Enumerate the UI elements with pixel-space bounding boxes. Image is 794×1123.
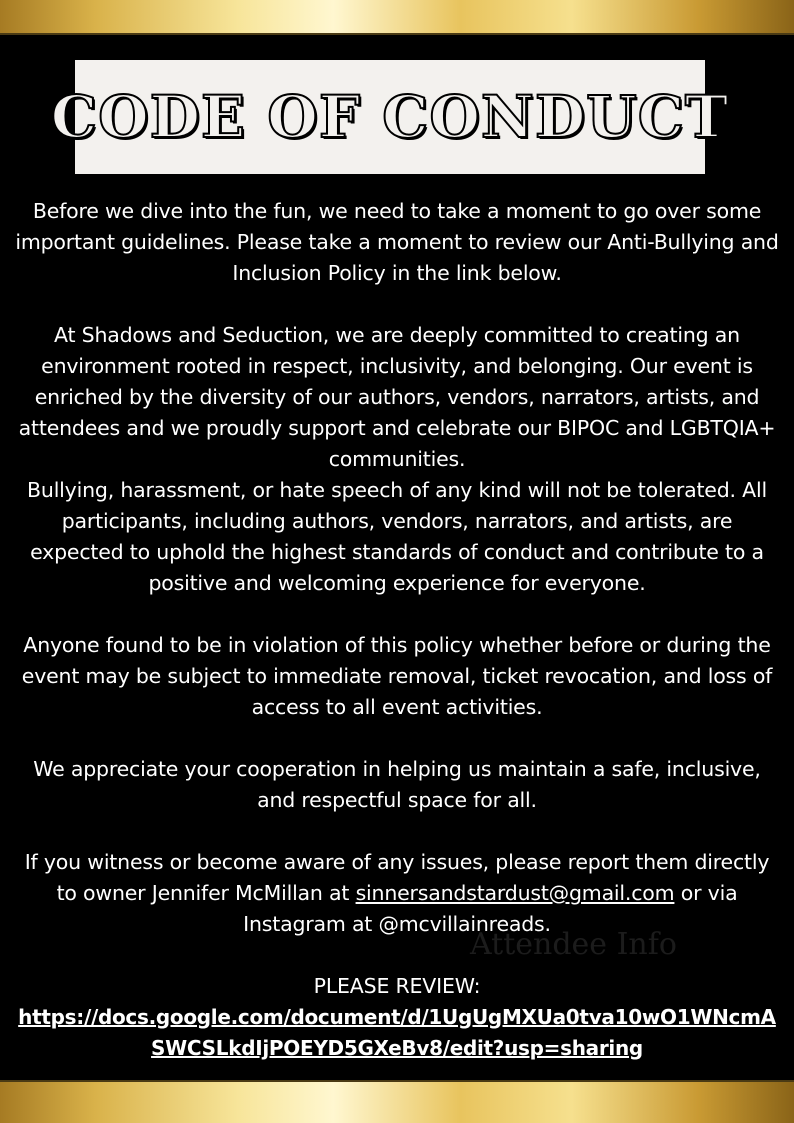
report-text-after: or via Instagram at @mcvillainreads. bbox=[243, 881, 738, 936]
bottom-gold-border bbox=[0, 1082, 794, 1123]
page-title: CODE OF CONDUCT bbox=[50, 83, 730, 151]
review-label: PLEASE REVIEW: bbox=[313, 974, 481, 998]
commitment-paragraph: At Shadows and Seduction, we are deeply committed to creating an environment rooted in respect, inclusivity, and belonging. Our event is enriched by the diversity of our authors, vendors, narrators, artists, and attendees and we proudly support and celebrate our BIPOC and LGBTQIA+ communities. bbox=[18, 323, 776, 471]
watermark-text: Attendee Info bbox=[470, 927, 677, 962]
bullying-paragraph: Bullying, harassment, or hate speech of any kind will not be tolerated. All participants, including authors, vendors, narrators, and artists, are expected to uphold the highest standards of conduct and contribute to a positive and welcoming experience for everyone. bbox=[27, 478, 767, 595]
paragraph-spacer bbox=[12, 599, 782, 630]
paragraph-spacer bbox=[12, 723, 782, 754]
paragraph-spacer bbox=[12, 289, 782, 320]
review-link-line bbox=[12, 1002, 782, 1064]
top-gold-border bbox=[0, 0, 794, 33]
paragraph-spacer bbox=[12, 816, 782, 847]
appreciation-paragraph: We appreciate your cooperation in helping us maintain a safe, inclusive, and respectful space for all. bbox=[33, 757, 761, 812]
report-text-before: If you witness or become aware of any issues, please report them directly to owner Jennifer McMillan at bbox=[24, 850, 770, 905]
violation-paragraph: Anyone found to be in violation of this policy whether before or during the event may be subject to immediate removal, ticket revocation, and loss of access to all event activities. bbox=[21, 633, 773, 719]
email-link[interactable]: sinnersandstardust@gmail.com bbox=[355, 881, 675, 905]
policy-document-link[interactable]: https://docs.google.com/document/d/1UgUgMXUa0tva10wO1WNcmASWCSLkdIjPOEYD5GXeBv8/edit?usp=sharing bbox=[18, 1005, 776, 1060]
title-banner bbox=[50, 60, 730, 174]
intro-paragraph: Before we dive into the fun, we need to take a moment to go over some important guidelines. Please take a moment to review our Anti-Bullying and Inclusion Policy in the link below. bbox=[15, 199, 779, 285]
top-border-edge bbox=[0, 33, 794, 35]
